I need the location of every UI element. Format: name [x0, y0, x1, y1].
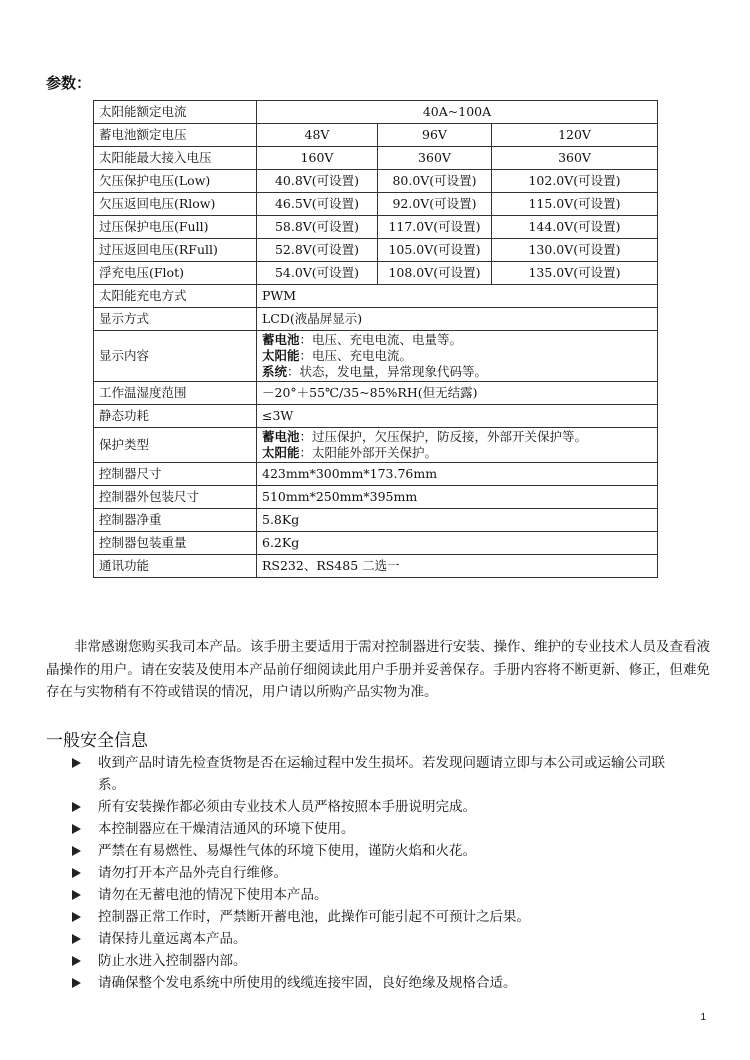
list-item: [72, 928, 672, 950]
param-label: 工作温湿度范围: [94, 382, 257, 405]
list-item: [72, 796, 672, 818]
param-value: 105.0V(可设置): [378, 239, 492, 262]
safety-item-text: 严禁在有易燃性、易爆性气体的环境下使用，谨防火焰和火花。: [98, 843, 476, 859]
arrow-bullet-icon: [72, 758, 81, 768]
list-item: [72, 862, 672, 884]
param-line-heading: 蓄电池: [262, 429, 300, 444]
param-line: [262, 364, 652, 380]
table-row: [94, 216, 658, 239]
param-value: 80.0V(可设置): [378, 170, 492, 193]
param-value: 40.8V(可设置): [257, 170, 378, 193]
param-value: 423mm*300mm*173.76mm: [257, 463, 658, 486]
arrow-bullet-icon: [72, 956, 81, 966]
param-value: 102.0V(可设置): [492, 170, 658, 193]
safety-item-text: 收到产品时请先检查货物是否在运输过程中发生损坏。若发现问题请立即与本公司或运输公司联系。: [98, 755, 665, 793]
param-value: 144.0V(可设置): [492, 216, 658, 239]
param-value: 360V: [378, 147, 492, 170]
param-value: LCD(液晶屏显示): [257, 308, 658, 331]
arrow-bullet-icon: [72, 868, 81, 878]
param-line-text: ：电压、充电电流。: [299, 348, 413, 363]
param-value: PWM: [257, 285, 658, 308]
safety-section-title: 一般安全信息: [46, 731, 148, 751]
param-line-text: ：过压保护，欠压保护，防反接，外部开关保护等。: [299, 429, 588, 444]
list-item: [72, 818, 672, 840]
param-value: －20°＋55℃/35~85%RH(但无结露): [257, 382, 658, 405]
param-line-text: ：电压、充电电流、电量等。: [299, 332, 463, 347]
param-value: 46.5V(可设置): [257, 193, 378, 216]
param-value: 5.8Kg: [257, 509, 658, 532]
param-value: 510mm*250mm*395mm: [257, 486, 658, 509]
param-label: 太阳能额定电流: [94, 101, 257, 124]
param-label: 保护类型: [94, 428, 257, 463]
list-item: [72, 752, 672, 796]
table-row: [94, 486, 658, 509]
arrow-bullet-icon: [72, 890, 81, 900]
table-row: [94, 428, 658, 463]
param-label: 太阳能最大接入电压: [94, 147, 257, 170]
param-value: 92.0V(可设置): [378, 193, 492, 216]
param-line-heading: 蓄电池: [262, 332, 300, 347]
param-line: [262, 332, 652, 348]
safety-list: [72, 752, 672, 994]
list-item: [72, 884, 672, 906]
param-label: 显示内容: [94, 331, 257, 382]
param-value: ≤3W: [257, 405, 658, 428]
safety-item-text: 控制器正常工作时，严禁断开蓄电池，此操作可能引起不可预计之后果。: [98, 909, 530, 925]
page-number: 1: [700, 1012, 706, 1023]
param-label: 过压保护电压(Full): [94, 216, 257, 239]
param-line-text: ：太阳能外部开关保护。: [299, 445, 438, 460]
param-label: 控制器尺寸: [94, 463, 257, 486]
param-value: 58.8V(可设置): [257, 216, 378, 239]
safety-item-text: 所有安装操作都必须由专业技术人员严格按照本手册说明完成。: [98, 799, 476, 815]
section-label-parameters: 参数：: [46, 74, 92, 92]
arrow-bullet-icon: [72, 802, 81, 812]
list-item: [72, 950, 672, 972]
param-value: 40A~100A: [257, 101, 658, 124]
param-value: 108.0V(可设置): [378, 262, 492, 285]
param-value: 130.0V(可设置): [492, 239, 658, 262]
safety-item-text: 本控制器应在干燥清洁通风的环境下使用。: [98, 821, 355, 837]
param-value: 54.0V(可设置): [257, 262, 378, 285]
param-value: 117.0V(可设置): [378, 216, 492, 239]
param-line: [262, 348, 652, 364]
param-label: 过压返回电压(RFull): [94, 239, 257, 262]
param-label: 蓄电池额定电压: [94, 124, 257, 147]
param-label: 控制器包装重量: [94, 532, 257, 555]
safety-item-text: 请勿打开本产品外壳自行维修。: [98, 865, 287, 881]
param-value: 96V: [378, 124, 492, 147]
safety-item-text: 防止水进入控制器内部。: [98, 953, 247, 969]
param-line-text: ：状态，发电量，异常现象代码等。: [287, 364, 488, 379]
safety-item-text: 请确保整个发电系统中所使用的线缆连接牢固，良好绝缘及规格合适。: [98, 975, 517, 991]
table-row: [94, 555, 658, 578]
param-label: 通讯功能: [94, 555, 257, 578]
table-row: [94, 285, 658, 308]
param-label: 欠压保护电压(Low): [94, 170, 257, 193]
table-row: [94, 170, 658, 193]
arrow-bullet-icon: [72, 846, 81, 856]
table-row: [94, 193, 658, 216]
param-label: 控制器净重: [94, 509, 257, 532]
table-row: [94, 463, 658, 486]
table-row: [94, 509, 658, 532]
param-label: 太阳能充电方式: [94, 285, 257, 308]
param-value: 135.0V(可设置): [492, 262, 658, 285]
arrow-bullet-icon: [72, 978, 81, 988]
param-value: 48V: [257, 124, 378, 147]
param-line-heading: 太阳能: [262, 348, 300, 363]
param-label: 浮充电压(Flot): [94, 262, 257, 285]
table-row: [94, 382, 658, 405]
list-item: [72, 906, 672, 928]
param-line: [262, 429, 652, 445]
param-value: 52.8V(可设置): [257, 239, 378, 262]
param-label: 显示方式: [94, 308, 257, 331]
param-label: 欠压返回电压(Rlow): [94, 193, 257, 216]
table-row: [94, 239, 658, 262]
arrow-bullet-icon: [72, 912, 81, 922]
table-row: [94, 124, 658, 147]
param-value: 115.0V(可设置): [492, 193, 658, 216]
param-line: [262, 445, 652, 461]
table-row: [94, 405, 658, 428]
arrow-bullet-icon: [72, 934, 81, 944]
param-line-heading: 太阳能: [262, 445, 300, 460]
param-value: 120V: [492, 124, 658, 147]
param-label: 静态功耗: [94, 405, 257, 428]
intro-paragraph: 非常感谢您购买我司本产品。该手册主要适用于需对控制器进行安装、操作、维护的专业技术人员及查看液晶操作的用户。请在安装及使用本产品前仔细阅读此用户手册并妥善保存。手册内容将不断更新、修正，但难免存在与实物稍有不符或错误的情况，用户请以所购产品实物为准。: [46, 639, 710, 700]
list-item: [72, 972, 672, 994]
safety-item-text: 请保持儿童远离本产品。: [98, 931, 247, 947]
list-item: [72, 840, 672, 862]
safety-item-text: 请勿在无蓄电池的情况下使用本产品。: [98, 887, 328, 903]
param-value-multiline: [257, 331, 658, 382]
table-row: [94, 101, 658, 124]
table-row: [94, 308, 658, 331]
arrow-bullet-icon: [72, 824, 81, 834]
param-value: 160V: [257, 147, 378, 170]
table-row: [94, 262, 658, 285]
param-line-heading: 系统: [262, 364, 288, 379]
table-row: [94, 147, 658, 170]
param-value-multiline: [257, 428, 658, 463]
param-value: 360V: [492, 147, 658, 170]
table-row: [94, 532, 658, 555]
table-row: [94, 331, 658, 382]
param-value: 6.2Kg: [257, 532, 658, 555]
parameters-table: [93, 100, 658, 578]
param-value: RS232、RS485 二选一: [257, 555, 658, 578]
param-label: 控制器外包装尺寸: [94, 486, 257, 509]
